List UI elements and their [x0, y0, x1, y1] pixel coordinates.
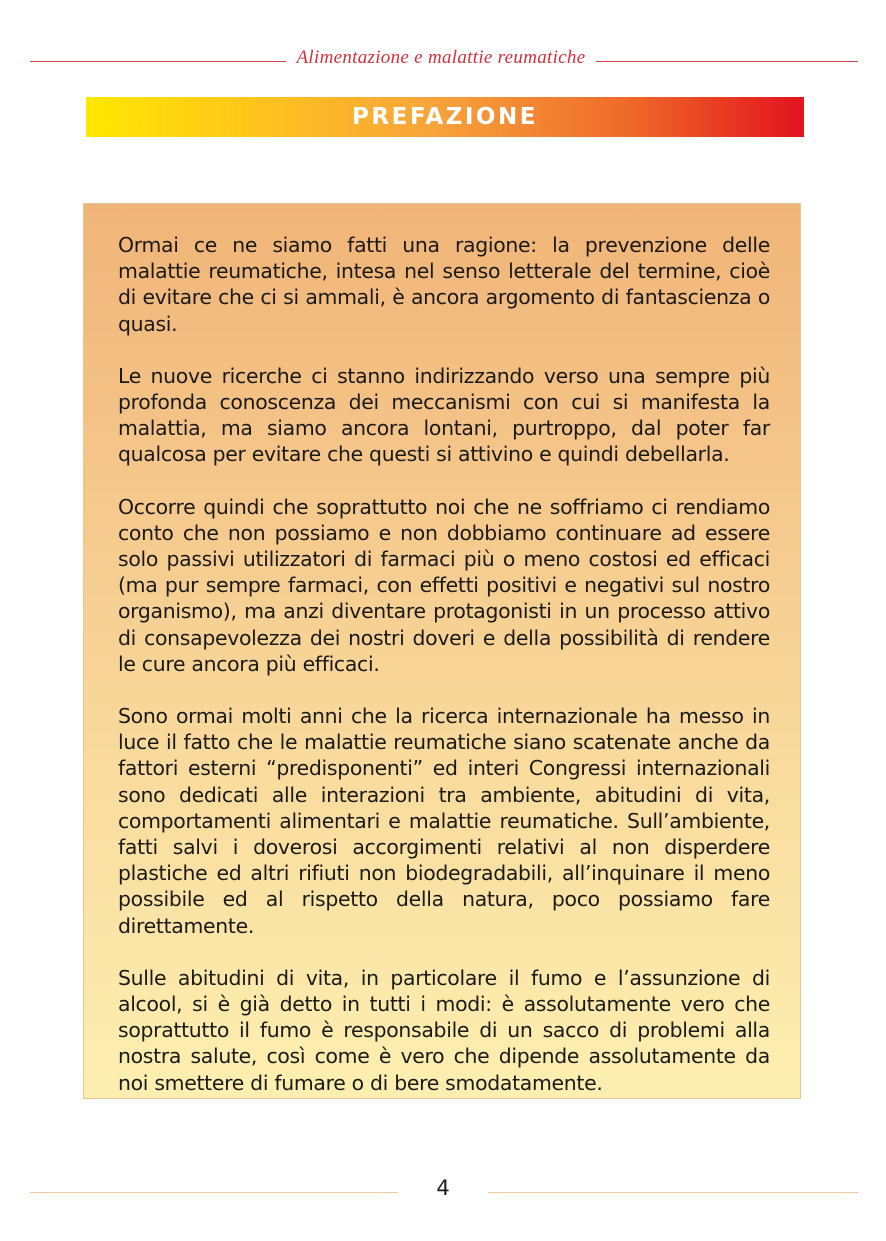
footer-rule-right	[488, 1192, 858, 1193]
preface-text-box	[83, 203, 801, 1099]
paragraph-5: Sulle abitudini di vita, in particolare il fumo e l’assunzione di alcool, si è già detto in tutti i modi: è assolutamente vero che soprattutto il fumo è responsabile di un sacco di problemi alla nostra salute, così come è vero che dipende assolutamente da noi smettere di fumare o di bere smodatamente.	[118, 965, 770, 1095]
paragraph-2: Le nuove ricerche ci stanno indirizzando verso una sempre più profonda conoscenza dei meccanismi con cui si manifesta la malattia, ma siamo ancora lontani, purtroppo, dal poter far qualcosa per evitare che questi si attivino e quindi debellarla.	[118, 363, 770, 467]
paragraph-4: Sono ormai molti anni che la ricerca internazionale ha messo in luce il fatto che le malattie reumatiche siano scatenate anche da fattori esterni “predisponenti” ed interi Congressi internazionali sono dedicati alle interazioni tra ambiente, abitudini di vita, comportamenti alimentari e malattie reumatiche. Sull’ambiente, fatti salvi i doverosi accorgimenti relativi al non disperdere plastiche ed altri rifiuti non biodegradabili, all’inquinare il meno possibile ed al rispetto della natura, poco possiamo fare direttamente.	[118, 704, 770, 938]
footer-rule-left	[30, 1192, 398, 1193]
paragraph-1: Ormai ce ne siamo fatti una ragione: la prevenzione delle malattie reumatiche, intesa nel senso letterale del termine, cioè di evitare che ci si ammali, è ancora argomento di fantascienza o quasi.	[118, 233, 770, 336]
page-number: 4	[436, 1176, 450, 1200]
running-header-title: Alimentazione e malattie reumatiche	[296, 47, 586, 68]
section-title: PREFAZIONE	[352, 104, 538, 130]
paragraph-3: Occorre quindi che soprattutto noi che ne soffriamo ci rendiamo conto che non possiamo e non dobbiamo continuare ad essere solo passivi utilizzatori di farmaci più o meno costosi ed efficaci (ma pur sempre farmaci, con effetti positivi e negativi sul nostro organismo), ma anzi diventare protagonisti in un processo attivo di consapevolezza dei nostri doveri e della possibilità di rendere le cure ancora più efficaci.	[118, 494, 770, 676]
preface-body	[118, 232, 770, 1122]
section-banner	[86, 97, 804, 137]
header-rule-left	[30, 61, 286, 62]
header-rule-right	[596, 61, 858, 62]
